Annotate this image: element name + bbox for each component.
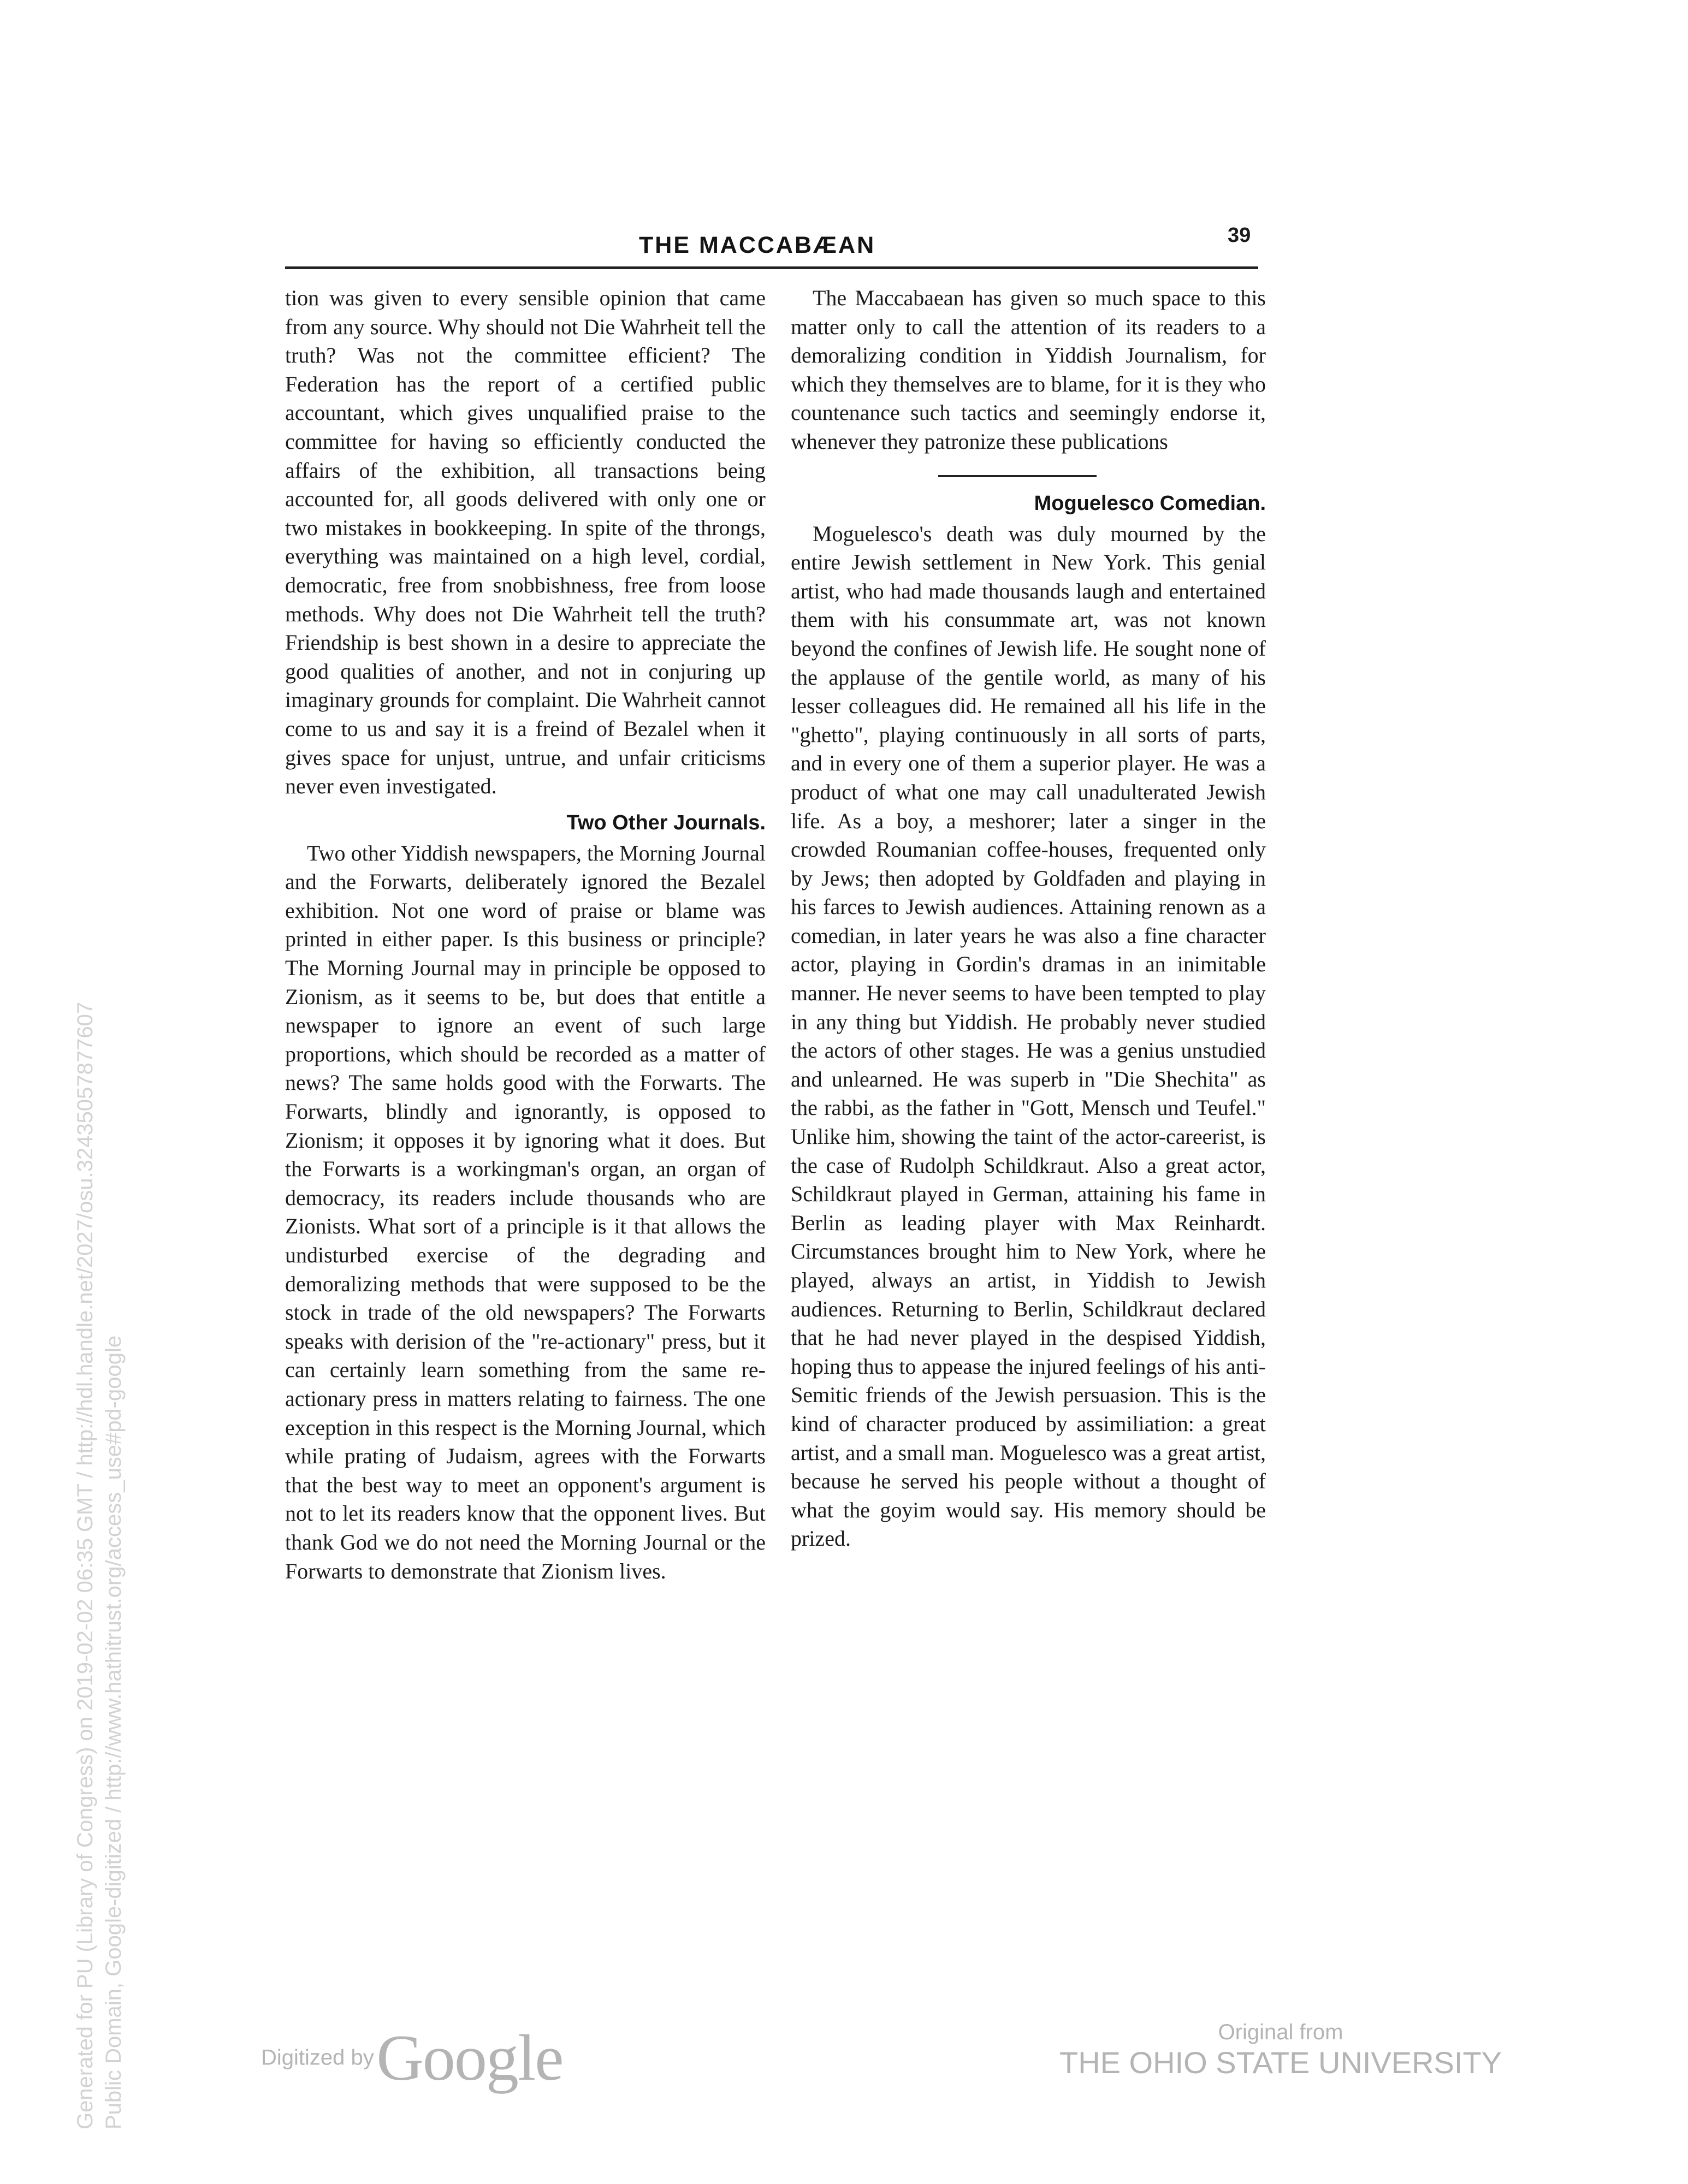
section-heading-two-other-journals: Two Other Journals. — [566, 811, 766, 834]
hathitrust-watermark — [71, 764, 128, 2129]
original-from-label: Original from — [1218, 2020, 1343, 2044]
original-source-mark — [1059, 2020, 1502, 2080]
section-heading-moguelesco: Moguelesco Comedian. — [1034, 491, 1266, 515]
university-name: THE OHIO STATE UNIVERSITY — [1059, 2045, 1502, 2080]
right-paragraph-1: The Maccabaean has given so much space to this matter only to call the attention of its readers to a demoralizing condition in Yiddish Journalism, for which they themselves are to blame, for it is they who countenance such tactics and seemingly endorse it, whenever they patronize these publications — [791, 286, 1266, 454]
digitized-by-label: Digitized by — [261, 2045, 374, 2070]
running-head-title: THE MACCABÆAN — [639, 232, 876, 258]
right-column — [791, 284, 1266, 1553]
watermark-line-1: Generated for PU (Library of Congress) on 2019-02-02 06:35 GMT / http://hdl.handle.net/2027/osu.32435057877607 — [73, 1001, 97, 2129]
watermark-line-2: Public Domain, Google-digitized / http://www.hathitrust.org/access_use#pd-google — [102, 1335, 126, 2129]
left-paragraph-1: tion was given to every sensible opinion that came from any source. Why should not Die Wahrheit tell the truth? Was not the committee efficient? The Federation has the report of a certified public accountant, which gives unqualified praise to the committee for having so efficiently conducted the affairs of the exhibition, all transactions being accounted for, all goods delivered with only one or two mistakes in bookkeeping. In spite of the throngs, everything was maintained on a high level, cordial, democratic, free from snobbishness, free from loose methods. Why does not Die Wahrheit tell the truth? Friendship is best shown in a desire to appreciate the good qualities of another, and not in conjuring up imaginary grounds for complaint. Die Wahrheit cannot come to us and say it is a freind of Bezalel when it gives space for unjust, untrue, and unfair criticisms never even investigated. — [285, 286, 766, 799]
section-separator-rule — [938, 475, 1097, 477]
header-rule — [285, 266, 1258, 269]
page-number: 39 — [1228, 224, 1251, 247]
left-paragraph-2: Two other Yiddish newspapers, the Morning Journal and the Forwarts, deliberately ignored the Bezalel exhibition. Not one word of praise or blame was printed in either paper. Is this business or principle? The Morning Journal may in principle be opposed to Zionism, as it seems to be, but does that entitle a newspaper to ignore an event of such large proportions, which should be recorded as a matter of news? The same holds good with the Forwarts. The Forwarts, blindly and ignorantly, is opposed to Zionism; it opposes it by ignoring what it does. But the Forwarts is a workingman's organ, an organ of democracy, its readers include thousands who are Zionists. What sort of a principle is it that allows the undisturbed exercise of the degrading and demoralizing methods that were supposed to be the stock in trade of the old newspapers? The Forwarts speaks with derision of the "re-actionary" press, but it can certainly learn something from the same re-actionary press in matters relating to fairness. The one exception in this respect is the Morning Journal, which while prating of Judaism, agrees with the Forwarts that the best way to meet an opponent's argument is not to let its readers know that the opponent lives. But thank God we do not need the Morning Journal or the Forwarts to demonstrate that Zionism lives. — [285, 840, 766, 1583]
left-column — [285, 284, 766, 1586]
digitized-by-google-mark — [261, 2020, 562, 2096]
right-paragraph-2: Moguelesco's death was duly mourned by the entire Jewish settlement in New York. This genial artist, who had made thousands laugh and entertained them with his consummate art, was not known beyond the confines of Jewish life. He sought none of the applause of the gentile world, as many of his lesser colleagues did. He remained all his life in the "ghetto", playing continuously in all sorts of parts, and in every one of them a superior player. He was a product of what one may call unadulterated Jewish life. As a boy, a meshorer; later a singer in the crowded Roumanian coffee-houses, frequented only by Jews; then adopted by Goldfaden and playing in his farces to Jewish audiences. Attaining renown as a comedian, in later years he was also a fine character actor, playing in Gordin's dramas in an inimitable manner. He never seems to have been tempted to play in any thing but Yiddish. He probably never studied the actors of other stages. He was a genius unstudied and unlearned. He was superb in "Die Shechita" as the rabbi, as the father in "Gott, Mensch und Teufel." Unlike him, showing the taint of the actor-careerist, is the case of Rudolph Schildkraut. Also a great actor, Schildkraut played in German, attaining his fame in Berlin as leading player with Max Reinhardt. Circumstances brought him to New York, where he played, always an artist, in Yiddish to Jewish audiences. Returning to Berlin, Schildkraut declared that he had never played in the despised Yiddish, hoping thus to appease the injured feelings of his anti-Semitic friends of the Jewish persuasion. This is the kind of character produced by assimiliation: a great artist, and a small man. Moguelesco was a great artist, because he served his people without a thought of what the goyim would say. His memory should be prized. — [791, 521, 1266, 1551]
google-logo: Google — [376, 2021, 563, 2094]
